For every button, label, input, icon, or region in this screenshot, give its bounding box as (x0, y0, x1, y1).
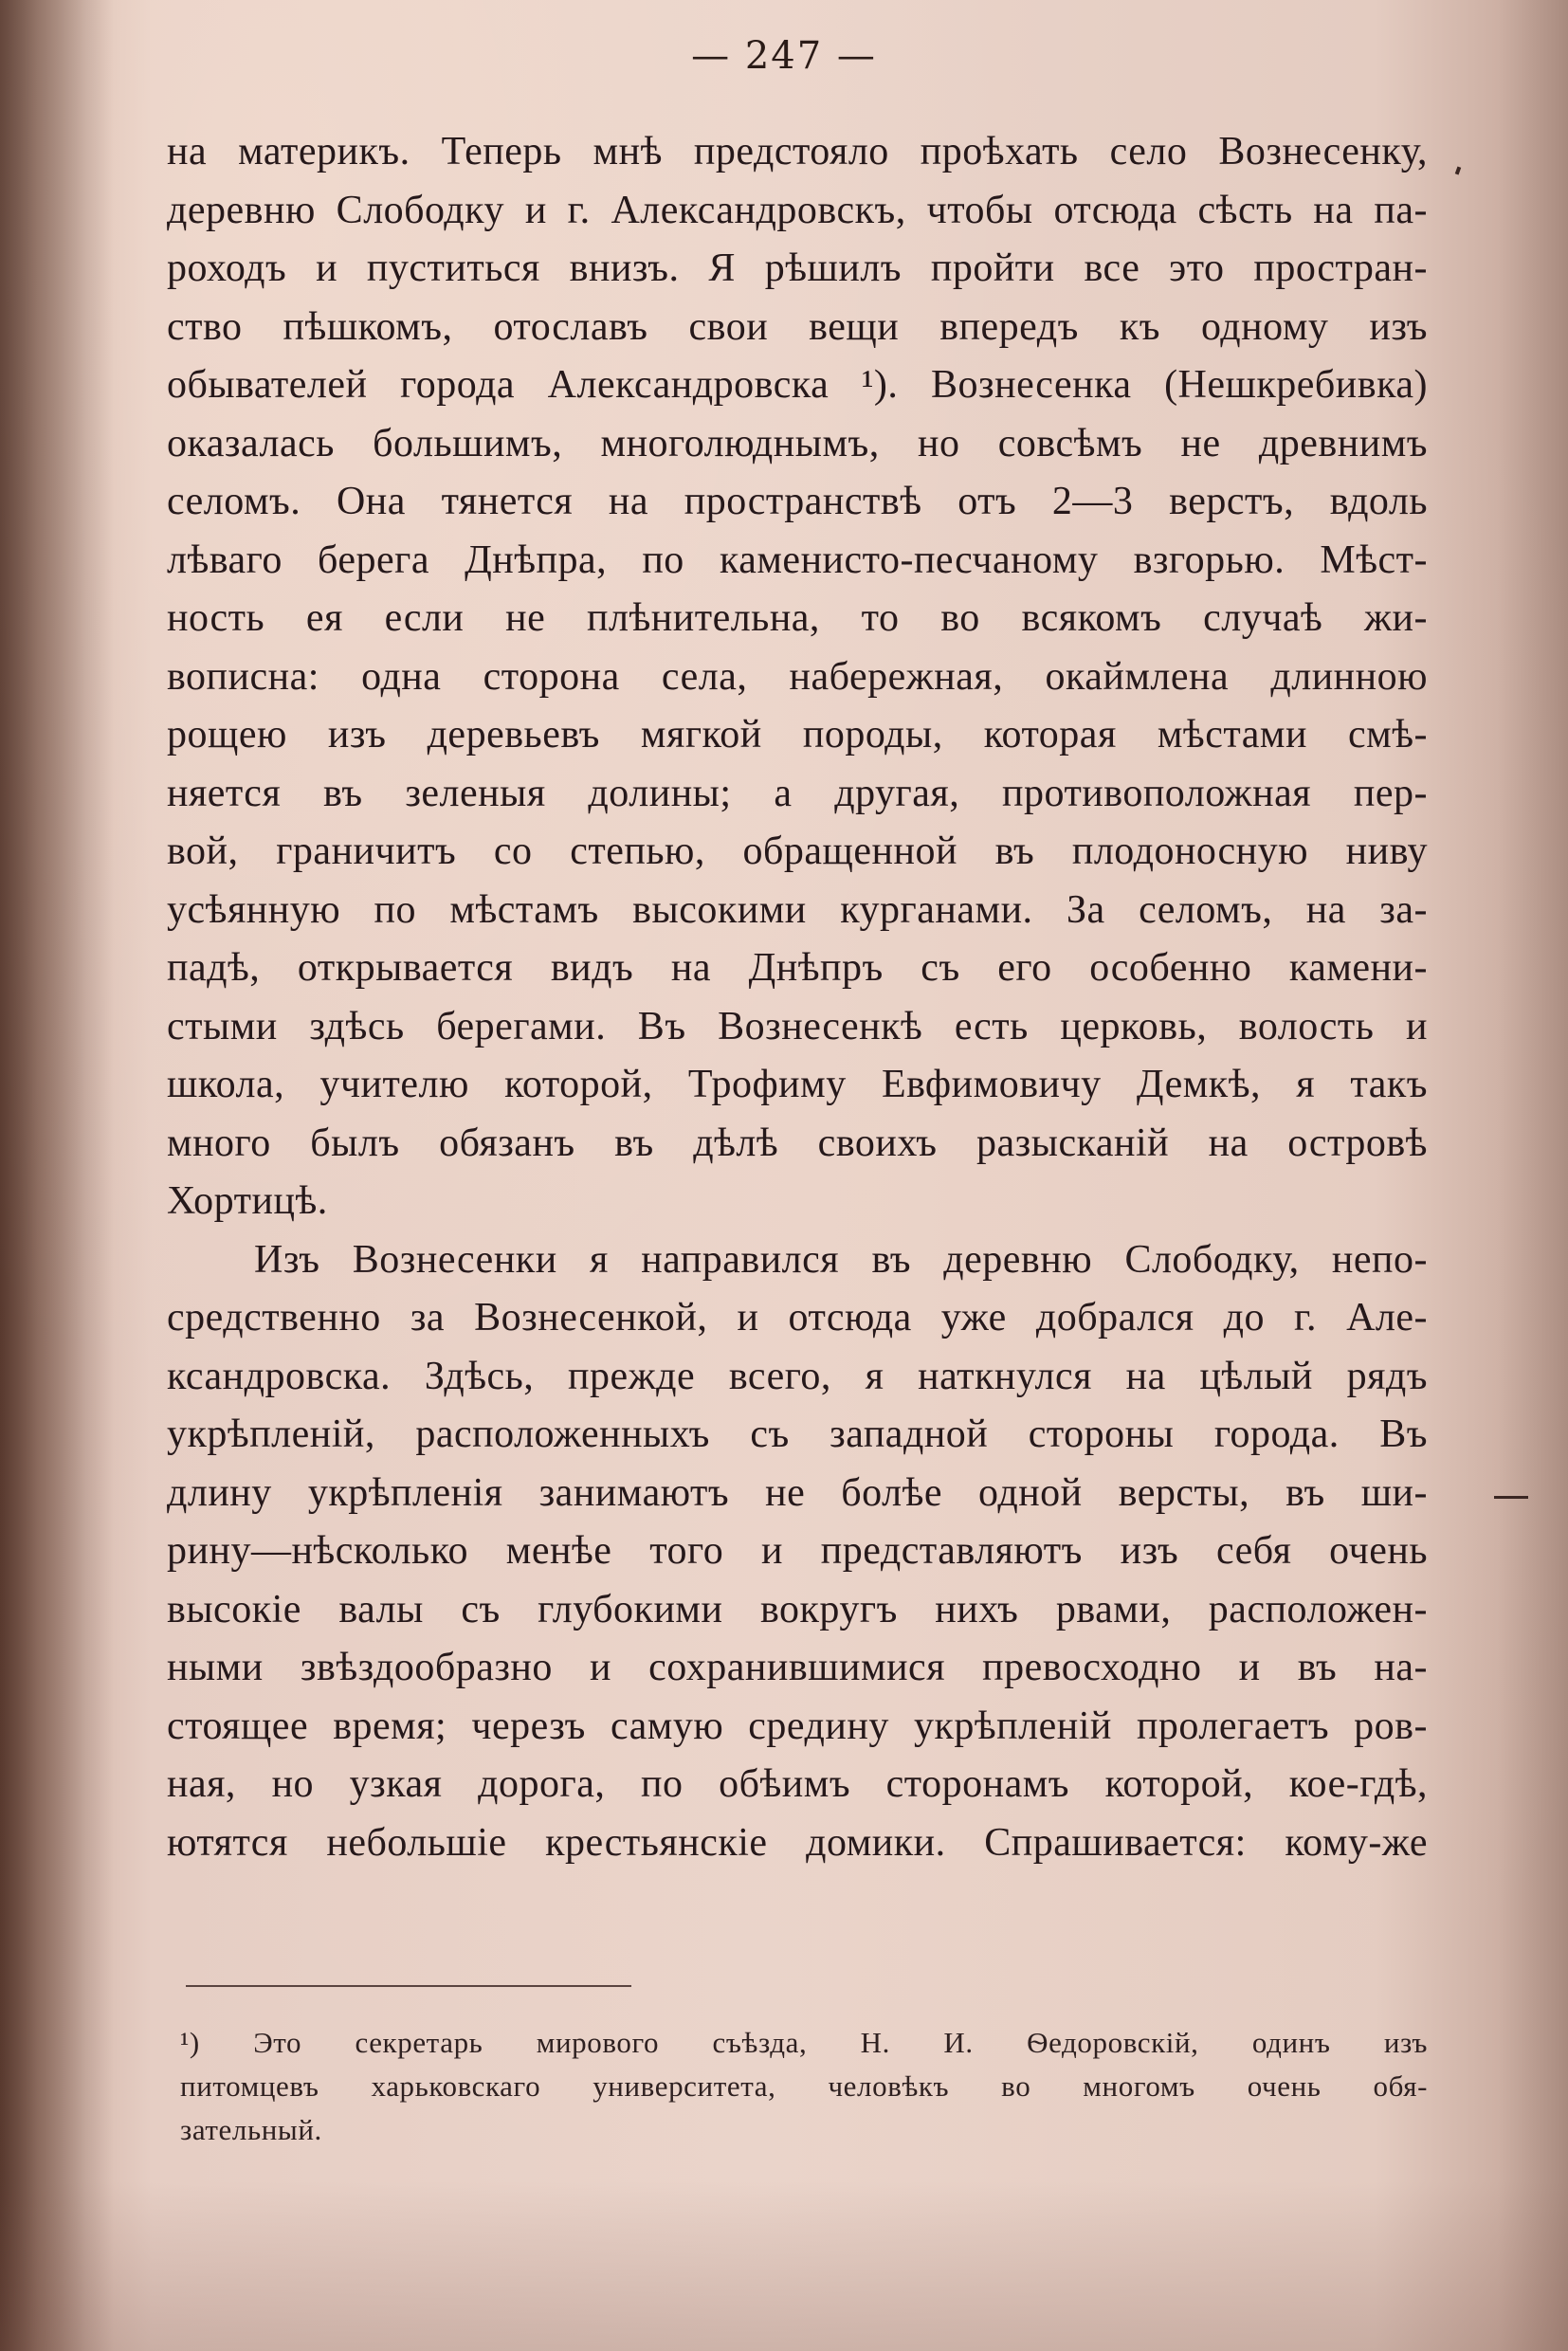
text-line: на материкъ. Теперь мнѣ предстояло проѣхать село Вознесенку, (167, 130, 1428, 173)
text-line: ная, но узкая дорога, по обѣимъ сторонамъ которой, кое-гдѣ, (167, 1762, 1428, 1806)
text-line: няется въ зеленыя долины; а другая, противоположная пер- (167, 771, 1428, 815)
text-line: деревню Слободку и г. Александровскъ, чтобы отсюда сѣсть на па- (167, 188, 1428, 232)
text-line: стыми здѣсь берегами. Въ Вознесенкѣ есть церковь, волость и (167, 1004, 1428, 1048)
text-line: усѣянную по мѣстамъ высокими курганами. За селомъ, на за- (167, 887, 1428, 932)
text-line: селомъ. Она тянется на пространствѣ отъ 2—3 верстъ, вдоль (167, 480, 1428, 523)
text-line: ксандровска. Здѣсь, прежде всего, я наткнулся на цѣлый рядъ (167, 1354, 1428, 1398)
margin-dash (1494, 1496, 1528, 1499)
text-line: Изъ Вознесенки я направился въ деревню Слободку, непо- (254, 1237, 1428, 1282)
text-line: лѣваго берега Днѣпра, по каменисто-песчаному взгорью. Мѣст- (167, 538, 1428, 582)
text-line: падѣ, открывается видъ на Днѣпръ съ его особенно камени- (167, 946, 1428, 990)
text-line: рощею изъ деревьевъ мягкой породы, которая мѣстами смѣ- (167, 713, 1428, 756)
page-number: — 247 — (691, 34, 877, 78)
text-line: средственно за Вознесенкой, и отсюда уже добрался до г. Але- (167, 1296, 1428, 1340)
footnote-line: зательный. (180, 2113, 322, 2146)
text-line: ность ея если не плѣнительна, то во всякомъ случаѣ жи- (167, 596, 1428, 640)
margin-mark (1455, 167, 1461, 175)
footnote-line: питомцевъ харьковскаго университета, человѣкъ во многомъ очень обя- (180, 2069, 1428, 2103)
text-line: Хортицѣ. (167, 1179, 328, 1223)
text-line: роходъ и пуститься внизъ. Я рѣшилъ пройти все это простран- (167, 246, 1428, 290)
text-line: высокіе валы съ глубокими вокругъ нихъ рвами, расположен- (167, 1587, 1428, 1631)
text-line: ство пѣшкомъ, отославъ свои вещи впередъ къ одному изъ (167, 304, 1428, 349)
footnote (180, 2021, 1428, 2152)
body-text (167, 123, 1428, 1872)
footnote-line: ¹) Это секретарь мирового съѣзда, Н. И. Ѳедоровскій, одинъ изъ (180, 2026, 1428, 2059)
text-line: рину—нѣсколько менѣе того и представляютъ изъ себя очень (167, 1529, 1428, 1573)
text-line: длину укрѣпленія занимаютъ не болѣе одной версты, въ ши- (167, 1470, 1428, 1515)
footnote-divider (186, 1985, 631, 1987)
text-line: вописна: одна сторона села, набережная, окаймлена длинною (167, 654, 1428, 699)
text-line: вой, граничитъ со степью, обращенной въ плодоносную ниву (167, 829, 1428, 873)
text-line: укрѣпленій, расположенныхъ съ западной стороны города. Въ (167, 1412, 1428, 1456)
text-line: школа, учителю которой, Трофиму Евфимовичу Демкѣ, я такъ (167, 1063, 1428, 1106)
text-line: ютятся небольшіе крестьянскіе домики. Спрашивается: кому-же (167, 1820, 1428, 1865)
text-line: обывателей города Александровска ¹). Вознесенка (Нешкребивка) (167, 363, 1428, 407)
text-line: ными звѣздообразно и сохранившимися превосходно и въ на- (167, 1646, 1428, 1689)
text-line: много былъ обязанъ въ дѣлѣ своихъ разысканій на островѣ (167, 1121, 1428, 1165)
text-line: стоящее время; черезъ самую средину укрѣпленій пролегаетъ ров- (167, 1704, 1428, 1748)
text-line: оказалась большимъ, многолюднымъ, но совсѣмъ не древнимъ (167, 421, 1428, 465)
